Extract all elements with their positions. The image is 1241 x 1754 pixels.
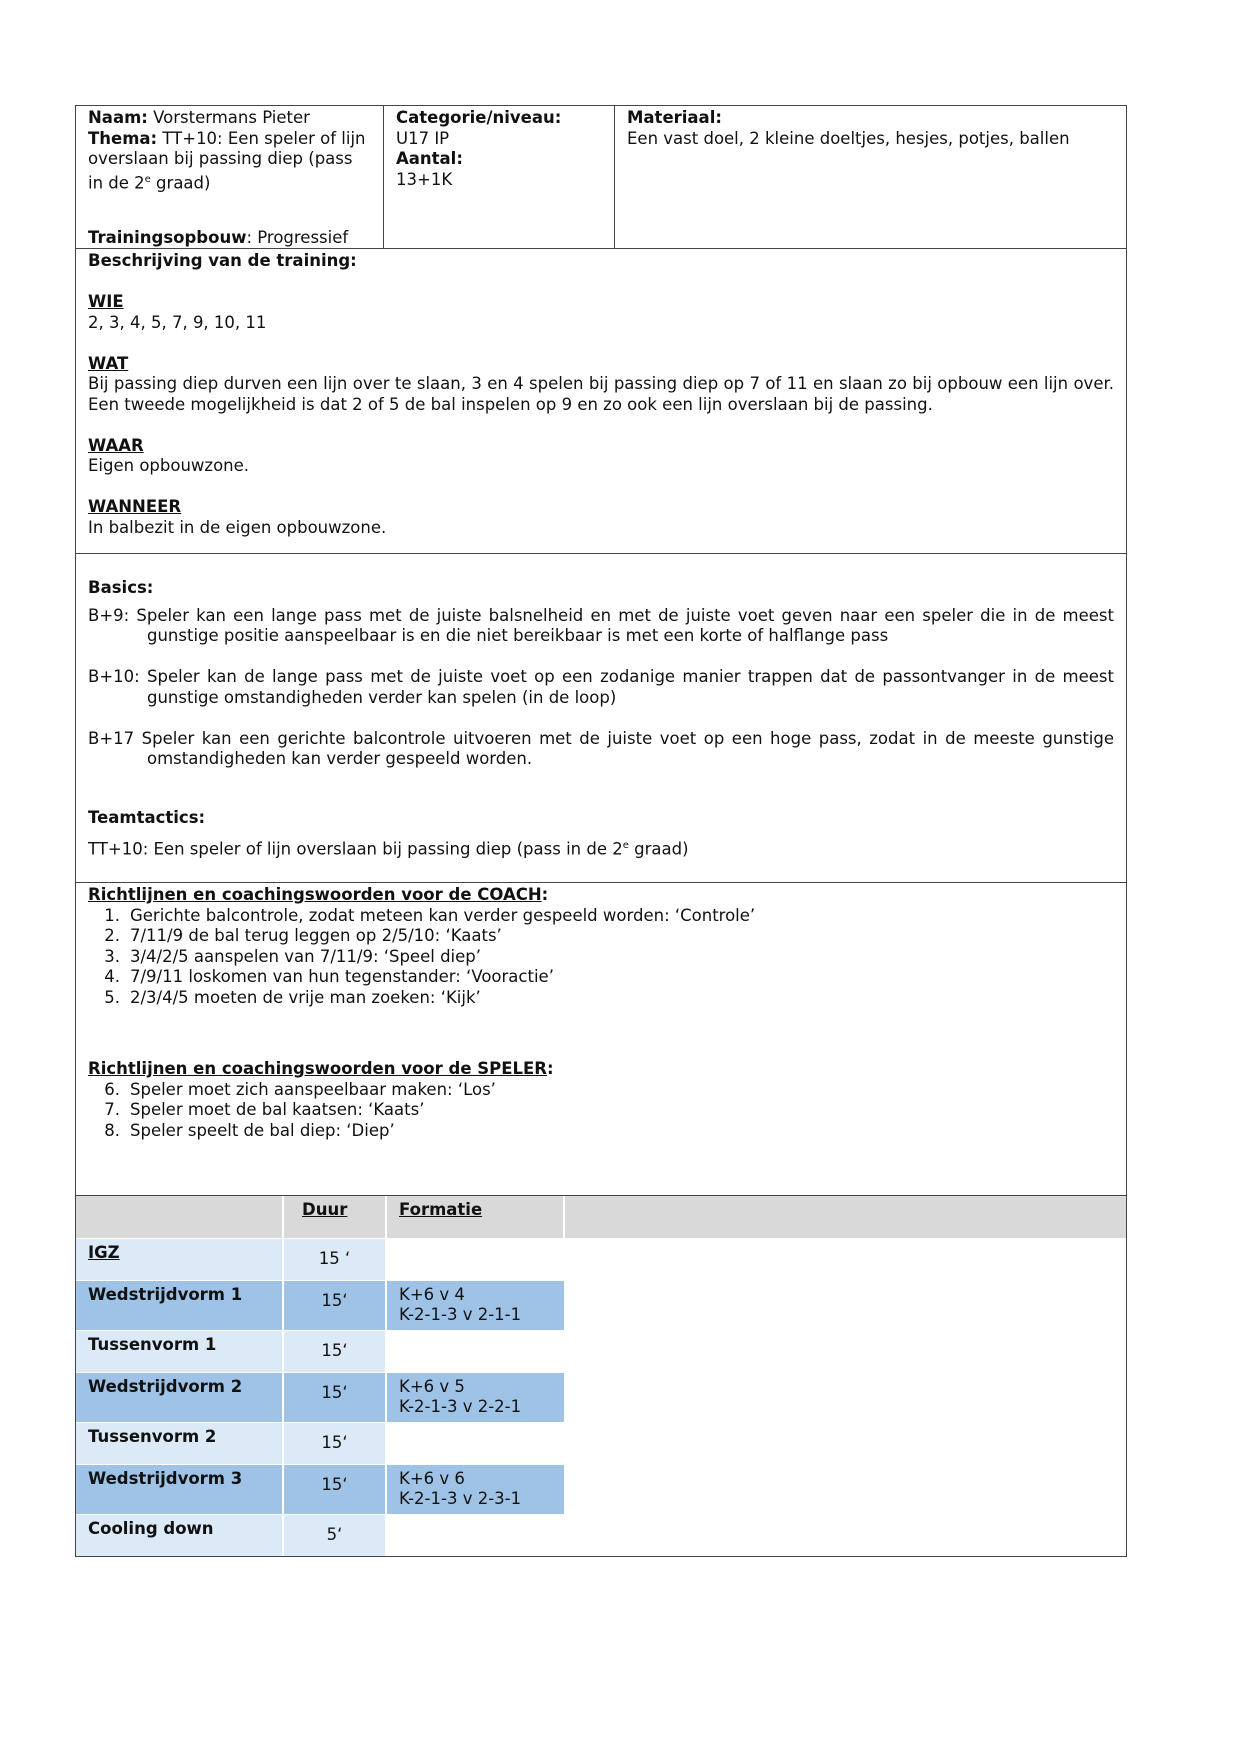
coach-title: Richtlijnen en coachingswoorden voor de COACH [88,885,542,904]
aantal-label: Aantal: [396,149,463,168]
wat-label: WAT [88,353,129,373]
thema-line [88,129,371,194]
row-label: Wedstrijdvorm 2 [76,1372,283,1422]
opbouw-line [88,228,348,249]
speler-list [88,1080,1114,1142]
row-label: Wedstrijdvorm 1 [76,1280,283,1330]
row-duur: 15‘ [283,1464,386,1514]
row-label: IGZ [88,1242,120,1262]
wat-text: Bij passing diep durven een lijn over te slaan, 3 en 4 spelen bij passing diep op 7 of 11 en slaan zo bij opbouw een lijn over. Een tweede mogelijkheid is dat 2 of 5 de bal inspelen op 9 en zo ook een lijn overslaan bij de passing. [88,374,1114,414]
row-duur: 5‘ [283,1514,386,1556]
row-filler-cell [564,1514,1126,1556]
materiaal-value: Een vast doel, 2 kleine doeltjes, hesjes, potjes, ballen [627,128,1070,148]
coach-list [88,906,1114,1009]
duur-header: Duur [302,1200,348,1219]
wanneer-label: WANNEER [88,497,182,516]
coaching-section [76,883,1126,1196]
beschrijving-section [76,249,1126,554]
row-filler-cell [564,1372,1126,1422]
list-text: Speler speelt de bal diep: ‘Diep’ [130,1120,395,1140]
aantal-value: 13+1K [396,169,453,189]
row-duur: 15 ‘ [283,1238,386,1280]
thema-end: graad) [150,173,211,192]
waar-text: Eigen opbouwzone. [88,456,250,475]
list-number: 6. [104,1079,120,1099]
coach-colon: : [541,885,549,904]
row-formatie-2: K-2-1-3 v 2-2-1 [399,1397,522,1416]
teamtactics-title: Teamtactics: [88,808,206,827]
list-text: 2/3/4/5 moeten de vrije man zoeken: ‘Kijk’ [130,987,481,1007]
row-formatie-cell [386,1422,564,1464]
basic-item: B+10: Speler kan de lange pass met de juiste voet op een zodanige manier trappen dat de passontvanger in de meest gunstige omstandigheden verder kan spelen (in de loop) [88,667,1114,707]
beschrijving-title: Beschrijving van de training: [88,251,357,270]
row-label: Tussenvorm 1 [76,1330,283,1372]
speler-title: Richtlijnen en coachingswoorden voor de SPELER [88,1059,548,1078]
row-duur: 15‘ [283,1422,386,1464]
row-label: Tussenvorm 2 [76,1422,283,1464]
list-text: 7/11/9 de bal terug leggen op 2/5/10: ‘Kaats’ [130,926,502,945]
table-row [76,1372,1126,1422]
row-label-cell [76,1238,283,1280]
row-filler-cell [564,1422,1126,1464]
schedule-header-row [76,1196,1126,1238]
schedule-section [76,1196,1126,1556]
header-row [76,106,1126,249]
row-filler-cell [564,1280,1126,1330]
basics-section [76,554,1126,883]
thema-sup: e [144,173,151,185]
wie-label: WIE [88,292,124,311]
list-text: 7/9/11 loskomen van hun tegenstander: ‘Vooractie’ [130,967,554,986]
training-sheet [75,105,1127,1557]
duur-header-cell [283,1196,386,1238]
teamtactics-end: graad) [628,839,689,858]
categorie-label: Categorie/niveau: [396,108,562,127]
list-item [88,967,1114,988]
waar-label: WAAR [88,435,144,455]
table-row [76,1422,1126,1464]
row-formatie-1: K+6 v 5 [399,1376,465,1396]
row-label: Wedstrijdvorm 3 [76,1464,283,1514]
row-formatie-2: K-2-1-3 v 2-3-1 [399,1489,522,1508]
thema-value: TT+10: Een speler of lijn overslaan bij passing diep (pass in de 2 [88,128,366,192]
header-empty-cell [76,1196,283,1238]
speler-colon: : [547,1059,554,1078]
table-row [76,1238,1126,1280]
list-item [88,1100,1114,1121]
row-formatie-cell [386,1330,564,1372]
list-number: 2. [104,926,120,945]
row-formatie-cell [386,1464,564,1514]
teamtactics-sup: e [622,839,629,851]
row-formatie-cell [386,1514,564,1556]
row-filler-cell [564,1238,1126,1280]
naam-label: Naam: [88,108,148,127]
row-filler-cell [564,1464,1126,1514]
formatie-header-cell [386,1196,564,1238]
categorie-value: U17 IP [396,128,450,148]
basics-title: Basics: [88,578,154,597]
naam-thema-cell [76,106,383,248]
row-formatie-1: K+6 v 4 [399,1284,465,1304]
list-item [88,926,1114,947]
list-item [88,906,1114,927]
schedule-table [76,1196,1126,1556]
row-formatie-cell [386,1238,564,1280]
list-item [88,988,1114,1009]
materiaal-label: Materiaal: [627,108,722,127]
row-formatie-2: K-2-1-3 v 2-1-1 [399,1305,522,1324]
table-row [76,1514,1126,1556]
row-duur: 15‘ [283,1280,386,1330]
categorie-cell [383,106,614,248]
list-item [88,1121,1114,1142]
naam-line [88,108,371,129]
wanneer-text: In balbezit in de eigen opbouwzone. [88,517,387,537]
materiaal-cell [614,106,1126,248]
row-duur: 15‘ [283,1330,386,1372]
list-item [88,947,1114,968]
teamtactics-text: TT+10: Een speler of lijn overslaan bij passing diep (pass in de 2 [88,839,623,858]
formatie-header: Formatie [399,1200,483,1219]
list-text: Speler moet de bal kaatsen: ‘Kaats’ [130,1100,425,1119]
opbouw-value: : Progressief [246,227,349,247]
list-text: Speler moet zich aanspeelbaar maken: ‘Los’ [130,1079,496,1099]
row-formatie-cell [386,1280,564,1330]
list-number: 7. [104,1100,120,1119]
list-number: 4. [104,967,120,986]
teamtactics-text-line [88,836,1114,860]
thema-label: Thema: [88,128,158,148]
list-item [88,1080,1114,1101]
list-text: Gerichte balcontrole, zodat meteen kan verder gespeeld worden: ‘Controle’ [130,905,756,925]
list-number: 1. [104,905,120,925]
wie-text: 2, 3, 4, 5, 7, 9, 10, 11 [88,312,267,332]
list-number: 5. [104,987,120,1007]
table-row [76,1330,1126,1372]
row-duur: 15‘ [283,1372,386,1422]
table-row [76,1280,1126,1330]
row-label: Cooling down [76,1514,283,1556]
row-formatie-1: K+6 v 6 [399,1468,465,1488]
basic-item: B+17 Speler kan een gerichte balcontrole uitvoeren met de juiste voet op een hoge pass, zodat in de meeste gunstige omstandigheden kan verder gespeeld worden. [88,728,1114,768]
naam-value: Vorstermans Pieter [147,108,310,127]
basic-item: B+9: Speler kan een lange pass met de juiste balsnelheid en met de juiste voet geven naar een speler die in de meest gunstige positie aanspeelbaar is en die niet bereikbaar is met een korte of halflange pass [88,605,1114,645]
list-number: 8. [104,1120,120,1140]
row-filler-cell [564,1330,1126,1372]
list-number: 3. [104,946,120,966]
opbouw-label: Trainingsopbouw [88,227,247,247]
header-filler-cell [564,1196,1126,1238]
list-text: 3/4/2/5 aanspelen van 7/11/9: ‘Speel diep’ [130,946,481,966]
table-row [76,1464,1126,1514]
row-formatie-cell [386,1372,564,1422]
